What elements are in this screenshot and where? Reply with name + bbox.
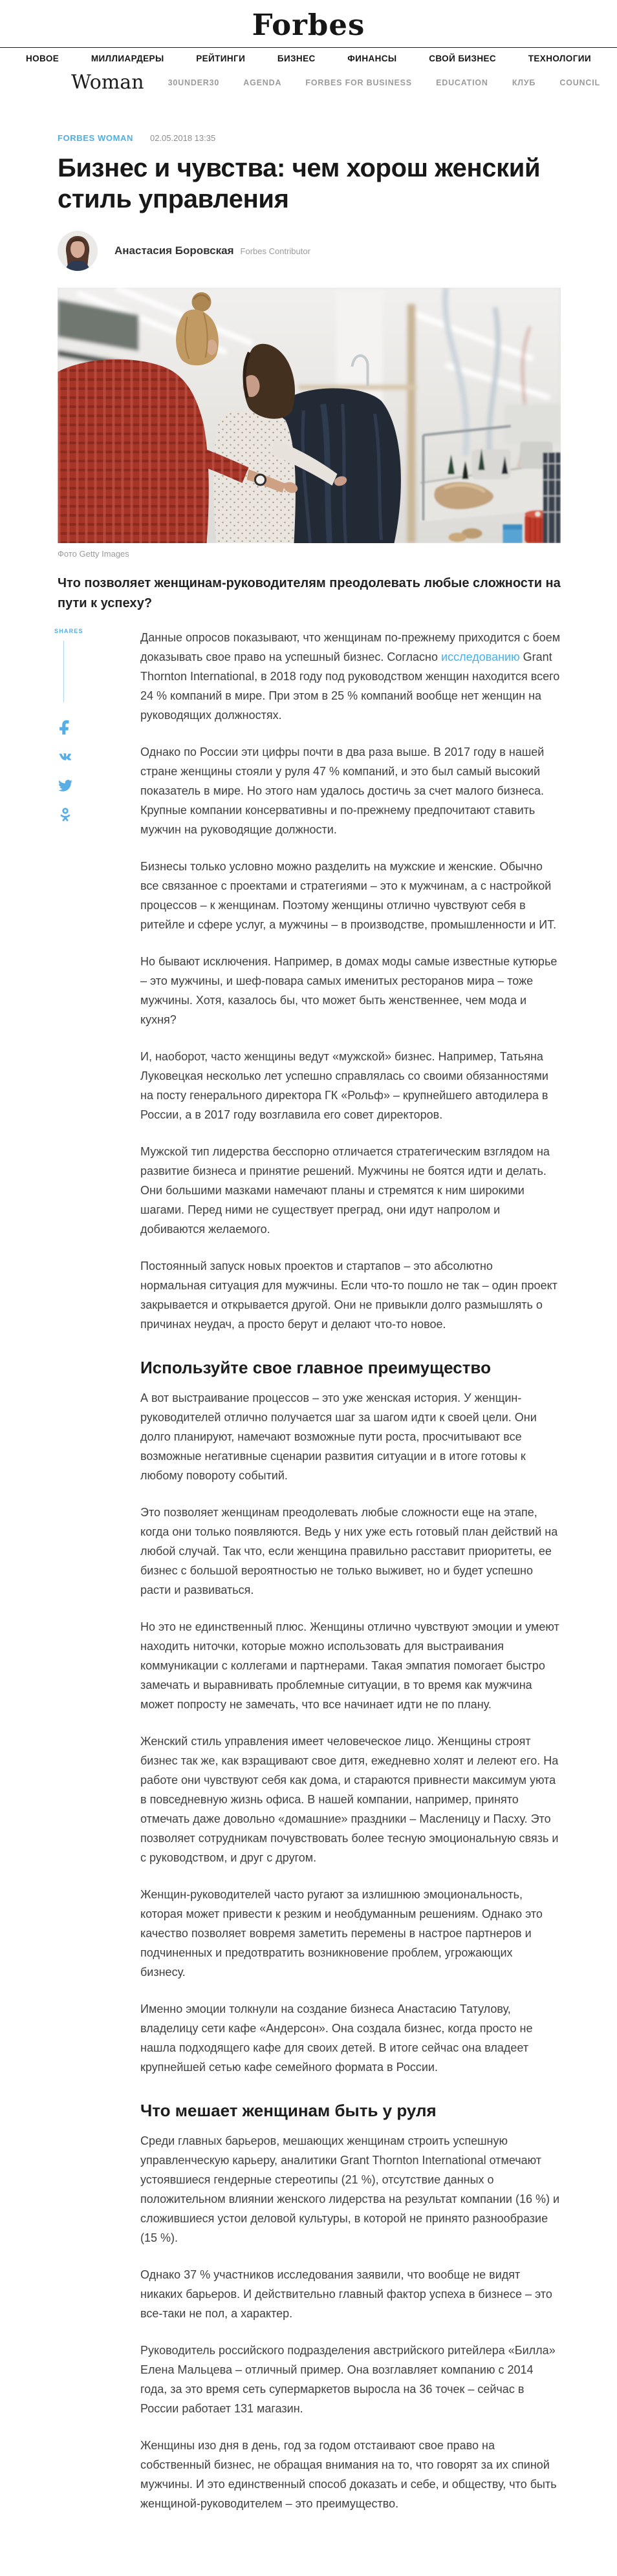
author-block (58, 231, 561, 271)
article-paragraph: Но это не единственный плюс. Женщины отлично чувствуют эмоции и умеют находить ниточки, которые можно использовать для выстраивания коммуникации с коллегами и партнерами. Такая эмпатия помогает быстро замечать и выравнивать проблемные ситуации, в то время как мужчина может попросту не замечать, что все начинает идти не по плану. (140, 1620, 559, 1711)
vk-icon (58, 749, 72, 764)
woman-logo[interactable]: Woman (71, 71, 144, 94)
breadcrumb-forbes-woman[interactable]: FORBES WOMAN (58, 133, 133, 143)
hero-dark-garments (277, 388, 401, 543)
nav-item-30under30[interactable]: 30UNDER30 (168, 78, 220, 87)
article-paragraph: Бизнесы только условно можно разделить на мужские и женские. Обычно все связанное с проектами и стратегиями – это к мужчинам, а с настройкой процессов – к женщинам. Поэтому женщины отлично чувствуют себя в ритейле и сфере услуг, а мужчины – в производстве, промышленности и ИТ. (140, 860, 557, 931)
share-buttons (58, 720, 140, 822)
nav-item-novoe[interactable]: НОВОЕ (26, 54, 60, 63)
article-paragraph: Это позволяет женщинам преодолевать любые сложности еще на этапе, когда они только появляются. Ведь у них уже есть готовый план действий на любой случай. Так что, если женщина правильно расставит приоритеты, ее бизнес с большой вероятностью не только выживет, но и будет успешно расти и развиваться. (140, 1506, 558, 1596)
publish-datetime: 02.05.2018 13:35 (149, 133, 216, 143)
hero-image (58, 288, 561, 543)
nav-item-finansy[interactable]: ФИНАНСЫ (347, 54, 397, 63)
twitter-share-button[interactable] (58, 778, 72, 793)
article-meta (58, 133, 561, 143)
photo-credit: Фото Getty Images (58, 549, 129, 559)
nav-item-milliardery[interactable]: МИЛЛИАРДЕРЫ (91, 54, 164, 63)
paragraph-text: Grant Thornton International, в 2018 году под руководством женщин находится всего 24 % компаний в мире. При этом в 25 % компаний вообще нет женщин на руководящих должностях. (140, 650, 560, 722)
share-rail (54, 628, 140, 2531)
article-paragraph: Женский стиль управления имеет человеческое лицо. Женщины строят бизнес так же, как взращивают свое дитя, ежедневно холят и лелеют его. На работе они чувствуют себя как дома, и стараются привнести максимум уюта в повседневную жизнь офиса. В нашей компании, например, принято отмечать даже довольно «домашние» праздники – Масленицу и Пасху. Это позволяет сотрудникам почувствовать более тесную эмоциональную связь и с руководством, и друг с другом. (140, 1735, 559, 1864)
section-heading-advantage: Используйте свое главное преимущество (140, 1358, 491, 1377)
research-link[interactable]: исследованию (441, 650, 520, 663)
facebook-icon (58, 720, 72, 735)
article-body (54, 628, 561, 2531)
author-avatar-image (58, 231, 98, 271)
article-paragraph: Однако 37 % участников исследования заявили, что вообще не видят никаких барьеров. И действительно главный фактор успеха в бизнесе – это все-таки не пол, а характер. (140, 2268, 552, 2320)
facebook-share-button[interactable] (58, 720, 72, 735)
author-name[interactable]: Анастасия Боровская (114, 244, 234, 257)
article-paragraph: Руководитель российского подразделения австрийского ритейлера «Билла» Елена Мальцева – отличный пример. Она возглавляет компанию с 2014 года, за это время сеть супермаркетов выросла на 36 точек – сейчас в России работает 131 магазин. (140, 2344, 556, 2415)
article-paragraph: Но бывают исключения. Например, в домах моды самые известные кутюрье – это мужчины, и шеф-повара самых именитых ресторанов мира – тоже мужчины. Хотя, казалось бы, что может быть женственнее, чем мода и кухня? (140, 955, 557, 1026)
nav-item-svoy-biznes[interactable]: СВОЙ БИЗНЕС (429, 54, 497, 63)
paragraph-text: Данные опросов показывают, что женщинам по-прежнему приходится с боем доказывать свое право на успешный бизнес. Согласно (140, 631, 561, 663)
vk-share-button[interactable] (58, 749, 72, 764)
twitter-icon (58, 778, 72, 793)
nav-item-tekhnologii[interactable]: ТЕХНОЛОГИИ (528, 54, 591, 63)
shares-label: SHARES (54, 628, 83, 634)
avatar[interactable] (58, 231, 98, 271)
odnoklassniki-icon (58, 808, 72, 822)
primary-nav (0, 47, 617, 63)
share-rail-divider (63, 641, 64, 702)
author-role: Forbes Contributor (240, 246, 310, 256)
article-paragraph: И, наоборот, часто женщины ведут «мужской» бизнес. Например, Татьяна Луковецкая несколько лет успешно справлялась со своими обязанностями на посту генерального директора ГК «Рольф» – крупнейшего автодилера в России, а в 2017 году возглавила его совет директоров. (140, 1050, 548, 1121)
article-text (140, 628, 561, 2531)
article-paragraph: Среди главных барьеров, мешающих женщинам строить успешную управленческую карьеру, аналитики Grant Thornton International отмечают устоявшиеся гендерные стереотипы (21 %), отсутствие данных о положительном влиянии женского лидерства на результат компании (16 %) и сложившиеся устои деловой культуры, в которой не принято разнообразие (15 %). (140, 2134, 560, 2244)
article-paragraph: Именно эмоции толкнули на создание бизнеса Анастасию Татулову, владелицу сети кафе «Андерсон». Она создала бизнес, когда просто не нашла подходящего кафе для своих детей. В итоге сейчас она владеет крупнейшей сетью кафе семейного формата в России. (140, 2002, 533, 2074)
article-paragraph: Однако по России эти цифры почти в два раза выше. В 2017 году в нашей стране женщины стояли у руля 47 % компаний, и это был самый высокий показатель в мире. Но этого нам удалось достичь за счет малого бизнеса. Крупные компании консервативны и по-прежнему предпочитают ставить мужчин на руководящие должности. (140, 746, 545, 836)
article-lede: Что позволяет женщинам-руководителям преодолевать любые сложности на пути к успеху? (58, 576, 561, 610)
nav-item-forbes-for-business[interactable]: FORBES FOR BUSINESS (305, 78, 412, 87)
odnoklassniki-share-button[interactable] (58, 808, 72, 822)
article-paragraph: Мужской тип лидерства бесспорно отличается стратегическим взглядом на развитие бизнеса и принятие решений. Мужчины не боятся идти и делать. Они большими мазками намечают планы и стремятся к ним широкими шагами. Перед ними не существует преград, они идут напролом и добиваются желаемого. (140, 1145, 550, 1236)
forbes-logo[interactable]: Forbes (252, 8, 365, 42)
article-paragraph: Женщины изо дня в день, год за годом отстаивают свое право на собственный бизнес, не обращая внимания на то, что говорят за их спиной мужчины. И это единственный способ доказать и себе, и обществу, что быть женщиной-руководителем – это преимущество. (140, 2439, 557, 2510)
bottom-whitespace (58, 2531, 561, 2576)
article-paragraph: Женщин-руководителей часто ругают за излишнюю эмоциональность, которая может привести к резким и необдуманным решениям. Однако это качество позволяет вовремя заметить перемены в настрое партнеров и подчиненных и предотвратить возникновение проблем, угрожающих бизнесу. (140, 1888, 543, 1979)
nav-item-education[interactable]: EDUCATION (436, 78, 488, 87)
article-paragraph: Постоянный запуск новых проектов и стартапов – это абсолютно нормальная ситуация для мужчины. Если что-то пошло не так – один проект закрывается и открывается другой. Они не привыкли долго размышлять о причинах неудач, а просто берут и делают что-то новое. (140, 1260, 557, 1331)
nav-item-biznes[interactable]: БИЗНЕС (277, 54, 316, 63)
nav-item-klub[interactable]: КЛУБ (512, 78, 536, 87)
page-title: Бизнес и чувства: чем хорош женский стиль управления (58, 154, 541, 213)
site-header (0, 0, 617, 94)
section-heading-barriers: Что мешает женщинам быть у руля (140, 2101, 437, 2120)
nav-item-agenda[interactable]: AGENDA (243, 78, 282, 87)
article-paragraph (140, 628, 561, 725)
hero-image-canvas (58, 288, 561, 543)
nav-item-reitingi[interactable]: РЕЙТИНГИ (196, 54, 246, 63)
article-page (54, 133, 561, 2576)
article-paragraph: А вот выстраивание процессов – это уже женская история. У женщин-руководителей отлично получается шаг за шагом идти к своей цели. Они долго планируют, намечают возможные пути роста, просчитывают все возможные негативные сценарии развития ситуации и в итоге готовы к любому повороту событий. (140, 1391, 537, 1482)
nav-item-council[interactable]: COUNCIL (559, 78, 600, 87)
woman-section-nav (71, 72, 600, 94)
